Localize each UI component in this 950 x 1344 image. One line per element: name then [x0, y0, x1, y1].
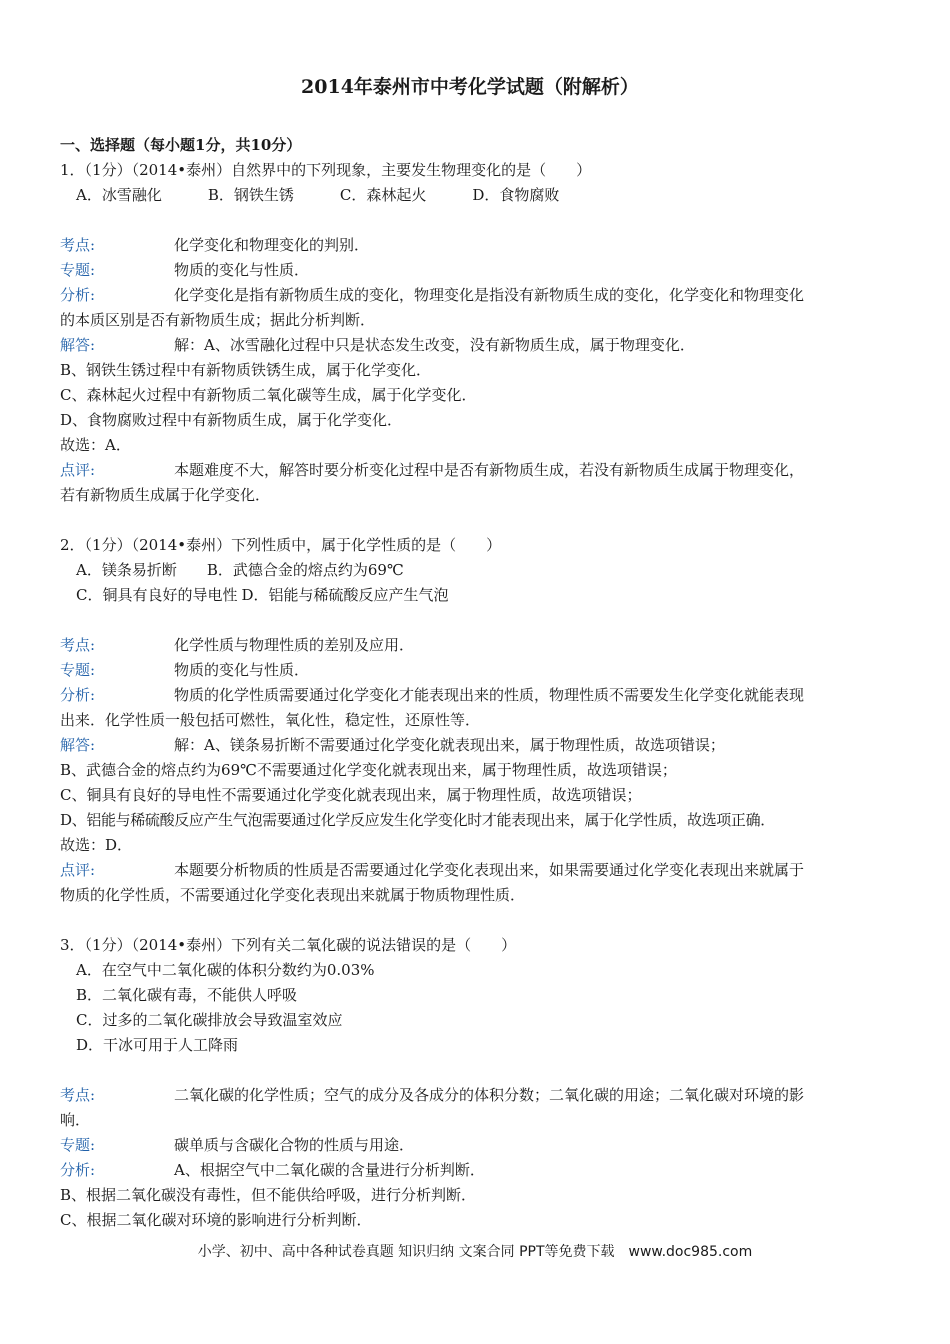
option-b: B．二氧化碳有毒，不能供人呼吸 [76, 986, 298, 1004]
fenxi-text: 化学变化是指有新物质生成的变化，物理变化是指没有新物质生成的变化，化学变化和物理变化 [174, 286, 805, 304]
options-row [60, 558, 880, 583]
dianping-label: 点评: [60, 461, 96, 479]
answer: 故选：A． [60, 436, 131, 454]
kaodian-text: 二氧化碳的化学性质；空气的成分及各成分的体积分数；二氧化碳的用途；二氧化碳对环境的影 [174, 1086, 805, 1104]
fenxi-text: A、根据空气中二氧化碳的含量进行分析判断． [174, 1161, 485, 1179]
option-c: C．森林起火 [339, 186, 427, 204]
zhuanti-label: 专题: [60, 1136, 96, 1154]
page-title: 2014年泰州市中考化学试题（附解析） [301, 76, 639, 98]
answer: 故选：D． [60, 836, 133, 854]
fenxi-line-b: B、根据二氧化碳没有毒性，但不能供给呼吸，进行分析判断． [60, 1186, 477, 1204]
option-a: A．在空气中二氧化碳的体积分数约为0.03% [76, 961, 375, 979]
jieda-line-b: B、武德合金的熔点约为69℃不需要通过化学变化就表现出来，属于物理性质，故选项错误； [60, 761, 677, 779]
option-a: A．镁条易折断 [76, 561, 177, 579]
jieda-text: 解：A、镁条易折断不需要通过化学变化就表现出来，属于物理性质，故选项错误； [174, 736, 725, 754]
zhuanti-row [60, 658, 880, 683]
kaodian-continued: 响． [60, 1111, 91, 1129]
kaodian-label: 考点: [60, 636, 96, 654]
questions [60, 158, 880, 1233]
jieda-line-d: D、铝能与稀硫酸反应产生气泡需要通过化学反应发生化学变化时才能表现出来，属于化学性质，故选项正确． [60, 811, 775, 829]
fenxi-label: 分析: [60, 1161, 96, 1179]
page-footer: 小学、初中、高中各种试卷真题 知识归纳 文案合同 PPT等免费下载 www.doc985.com [197, 1244, 753, 1260]
fenxi-line-c: C、根据二氧化碳对环境的影响进行分析判断． [60, 1211, 372, 1229]
options-row [60, 183, 880, 208]
option-d: D．铝能与稀硫酸反应产生气泡 [241, 586, 449, 604]
jieda-line-c: C、铜具有良好的导电性不需要通过化学变化就表现出来，属于物理性质，故选项错误； [60, 786, 642, 804]
jieda-label: 解答: [60, 336, 96, 354]
fenxi-row [60, 283, 880, 308]
dianping-label: 点评: [60, 861, 96, 879]
fenxi-text: 物质的化学性质需要通过化学变化才能表现出来的性质，物理性质不需要发生化学变化就能表现 [174, 686, 805, 704]
dianping-row [60, 858, 880, 883]
dianping-row [60, 458, 880, 483]
jieda-line-c: C、森林起火过程中有新物质二氧化碳等生成，属于化学变化． [60, 386, 477, 404]
question-stem: 3．（1分）（2014•泰州）下列有关二氧化碳的说法错误的是（ ） [60, 936, 517, 954]
fenxi-label: 分析: [60, 286, 96, 304]
question-3 [60, 933, 880, 1233]
jieda-label: 解答: [60, 736, 96, 754]
question-2 [60, 533, 880, 933]
zhuanti-row [60, 258, 880, 283]
jieda-text: 解：A、冰雪融化过程中只是状态发生改变，没有新物质生成，属于物理变化． [174, 336, 695, 354]
kaodian-text: 化学性质与物理性质的差别及应用． [174, 636, 415, 654]
dianping-text: 本题难度不大，解答时要分析变化过程中是否有新物质生成，若没有新物质生成属于物理变化， [174, 461, 805, 479]
question-stem: 1．（1分）（2014•泰州）自然界中的下列现象，主要发生物理变化的是（ ） [60, 161, 592, 179]
zhuanti-label: 专题: [60, 261, 96, 279]
zhuanti-text: 物质的变化与性质． [174, 261, 310, 279]
kaodian-row [60, 233, 880, 258]
zhuanti-text: 碳单质与含碳化合物的性质与用途． [174, 1136, 415, 1154]
option-c: C．铜具有良好的导电性 [76, 586, 238, 604]
fenxi-row [60, 683, 880, 708]
option-b: B．钢铁生锈 [207, 186, 294, 204]
jieda-row [60, 733, 880, 758]
section-title: 一、选择题（每小题1分，共10分） [60, 136, 302, 154]
fenxi-continued: 的本质区别是否有新物质生成；据此分析判断． [60, 311, 376, 329]
options-row [60, 583, 880, 608]
kaodian-row [60, 1083, 880, 1108]
question-1 [60, 158, 880, 533]
option-a: A．冰雪融化 [76, 186, 162, 204]
kaodian-label: 考点: [60, 236, 96, 254]
option-d: D．食物腐败 [472, 186, 560, 204]
zhuanti-row [60, 1133, 880, 1158]
kaodian-label: 考点: [60, 1086, 96, 1104]
option-c: C．过多的二氧化碳排放会导致温室效应 [76, 1011, 343, 1029]
fenxi-label: 分析: [60, 686, 96, 704]
jieda-line-b: B、钢铁生锈过程中有新物质铁锈生成，属于化学变化． [60, 361, 432, 379]
dianping-continued: 物质的化学性质，不需要通过化学变化表现出来就属于物质物理性质． [60, 886, 526, 904]
zhuanti-text: 物质的变化与性质． [174, 661, 310, 679]
option-d: D．干冰可用于人工降雨 [76, 1036, 239, 1054]
kaodian-row [60, 633, 880, 658]
fenxi-row [60, 1158, 880, 1183]
dianping-text: 本题要分析物质的性质是否需要通过化学变化表现出来，如果需要通过化学变化表现出来就属于 [174, 861, 805, 879]
fenxi-continued: 出来．化学性质一般包括可燃性，氧化性，稳定性，还原性等． [60, 711, 481, 729]
kaodian-text: 化学变化和物理变化的判别． [174, 236, 370, 254]
question-stem: 2．（1分）（2014•泰州）下列性质中，属于化学性质的是（ ） [60, 536, 502, 554]
dianping-continued: 若有新物质生成属于化学变化． [60, 486, 271, 504]
zhuanti-label: 专题: [60, 661, 96, 679]
jieda-row [60, 333, 880, 358]
option-b: B．武德合金的熔点约为69℃ [206, 561, 404, 579]
jieda-line-d: D、食物腐败过程中有新物质生成，属于化学变化． [60, 411, 403, 429]
